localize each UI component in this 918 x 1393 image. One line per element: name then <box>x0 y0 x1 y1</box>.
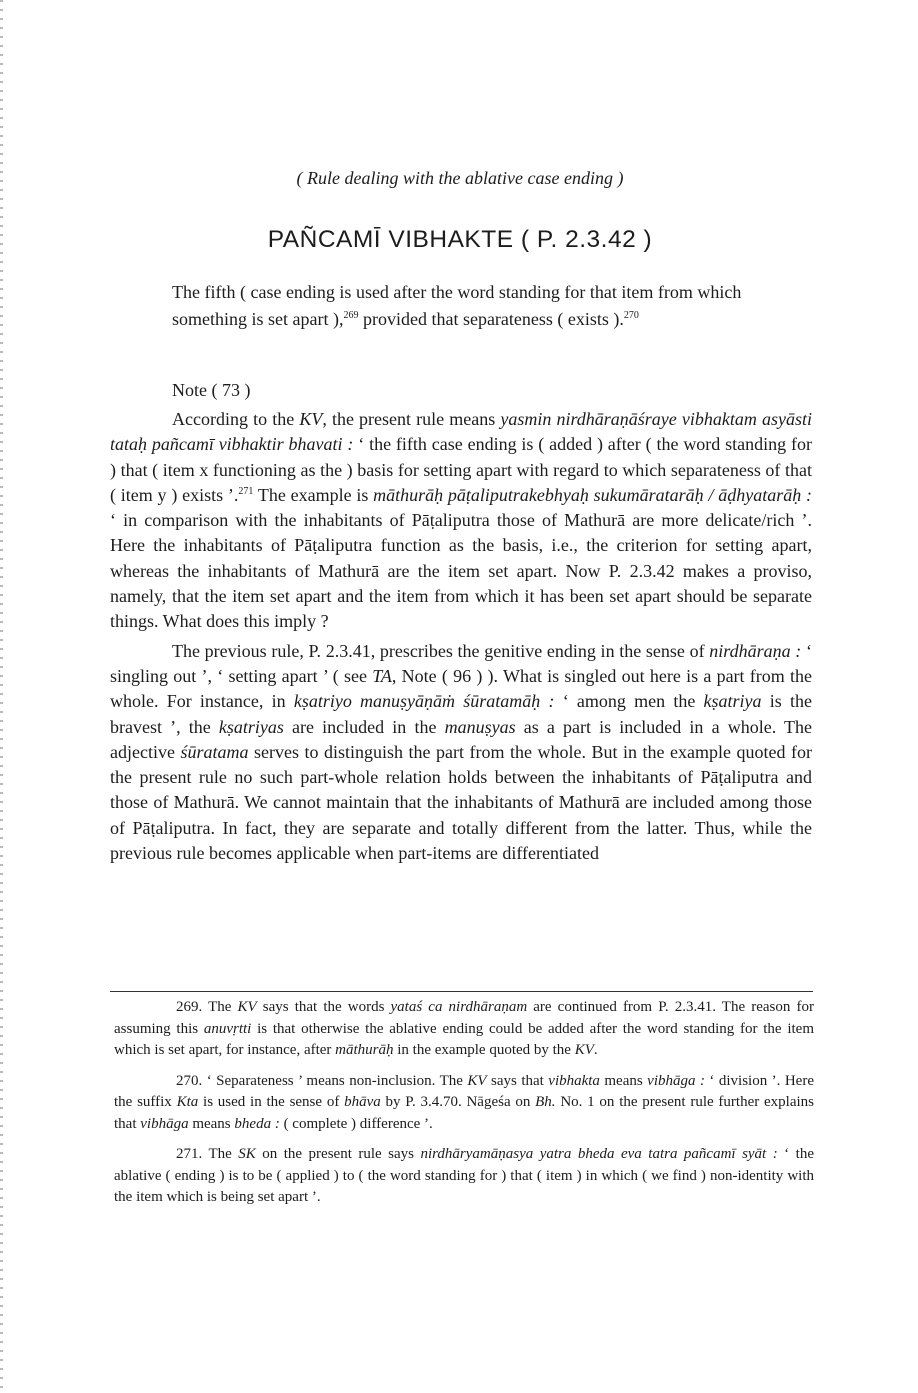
note-heading: Note ( 73 ) <box>172 380 251 400</box>
paragraph-2: The previous rule, P. 2.3.41, prescribes the genitive ending in the sense of nirdhāraṇa : ‘ singling out ’, ‘ setting apart ’ ( see TA, Note ( 96 ) ). What is singled out here is a part from the whole. For instance, in kṣatriyo manuṣyāṇāṁ śūratamāḥ : ‘ among men the kṣatriya is the bravest ’, the kṣatriyas are included in the manuṣyas as a part is included in a whole. The adjective śūratama serves to distinguish the part from the whole. But in the example quoted for the present rule no such part-whole relation holds between the inhabitants of Pāṭaliputra and those of Mathurā. We cannot maintain that the inhabitants of Mathurā are included among those of Pāṭaliputra. In fact, they are separate and totally different from the latter. Thus, while the previous rule becomes applicable when part-items are differentiated <box>110 640 813 864</box>
footnote-271: 271. The SK on the present rule says nirdhāryamāṇasya yatra bheda eva tatra pañcamī syāt : ‘ the ablative ( ending ) is to be ( applied ) to ( the word standing for ) that ( item ) in which ( we find ) non-identity with the item which is being set apart ’. <box>114 1146 814 1205</box>
section-subtitle: ( Rule dealing with the ablative case ending ) <box>296 168 624 188</box>
footnote-ref-270[interactable]: 270 <box>623 310 639 321</box>
note-body <box>110 407 812 866</box>
footnote-269: 269. The KV says that the words yataś ca nirdhāraṇam are continued from P. 2.3.41. The reason for assuming this anuvṛtti is that otherwise the ablative ending could be added after the word standing for the item which is set apart, for instance, after māthurāḥ in the example quoted by the KV. <box>114 999 814 1058</box>
paragraph-1: According to the KV, the present rule means yasmin nirdhāraṇāśraye vibhaktam asyāsti tataḥ pañcamī vibhaktir bhavati : ‘ the fifth case ending is ( added ) after ( the word standing for ) that ( item x functioning as the ) basis for setting apart with regard to which separateness of that ( item y ) exists ’.$^{271}$ The example is māthurāḥ pāṭaliputrakebhyaḥ sukumāratarāḥ / āḍhyatarāḥ : ‘ in comparison with the inhabitants of Pāṭaliputra those of Mathurā are more delicate/rich ’. Here the inhabitants of Pāṭaliputra function as the basis, i.e., the criterion for setting apart, whereas the inhabitants of Mathurā are the item set apart. Now P. 2.3.42 makes a proviso, namely, that the item set apart and the item from which it has been set apart should be separate things. What does this imply ? <box>110 409 812 632</box>
page-title: PAÑCAMĪ VIBHAKTE ( P. 2.3.42 ) <box>267 226 653 253</box>
footnote-ref-271[interactable]: 271 <box>238 485 254 497</box>
footnote-ref-269[interactable]: 269 <box>343 310 359 321</box>
footnote-270: 270. ‘ Separateness ’ means non-inclusion. The KV says that vibhakta means vibhāga : ‘ division ’. Here the suffix Kta is used in the sense of bhāva by P. 3.4.70. Nāgeśa on Bh. No. 1 on the present rule further explains that vibhāga means bheda : ( complete ) difference ’. <box>114 1072 814 1132</box>
rule-translation: The fifth ( case ending is used after the word standing for that item from which something is set apart ),$^{269}$ provided that separateness ( exists ).$^{270}$ <box>172 282 742 329</box>
footnotes <box>114 997 814 1209</box>
scan-edge <box>0 0 3 1393</box>
footnote-divider <box>110 991 813 992</box>
